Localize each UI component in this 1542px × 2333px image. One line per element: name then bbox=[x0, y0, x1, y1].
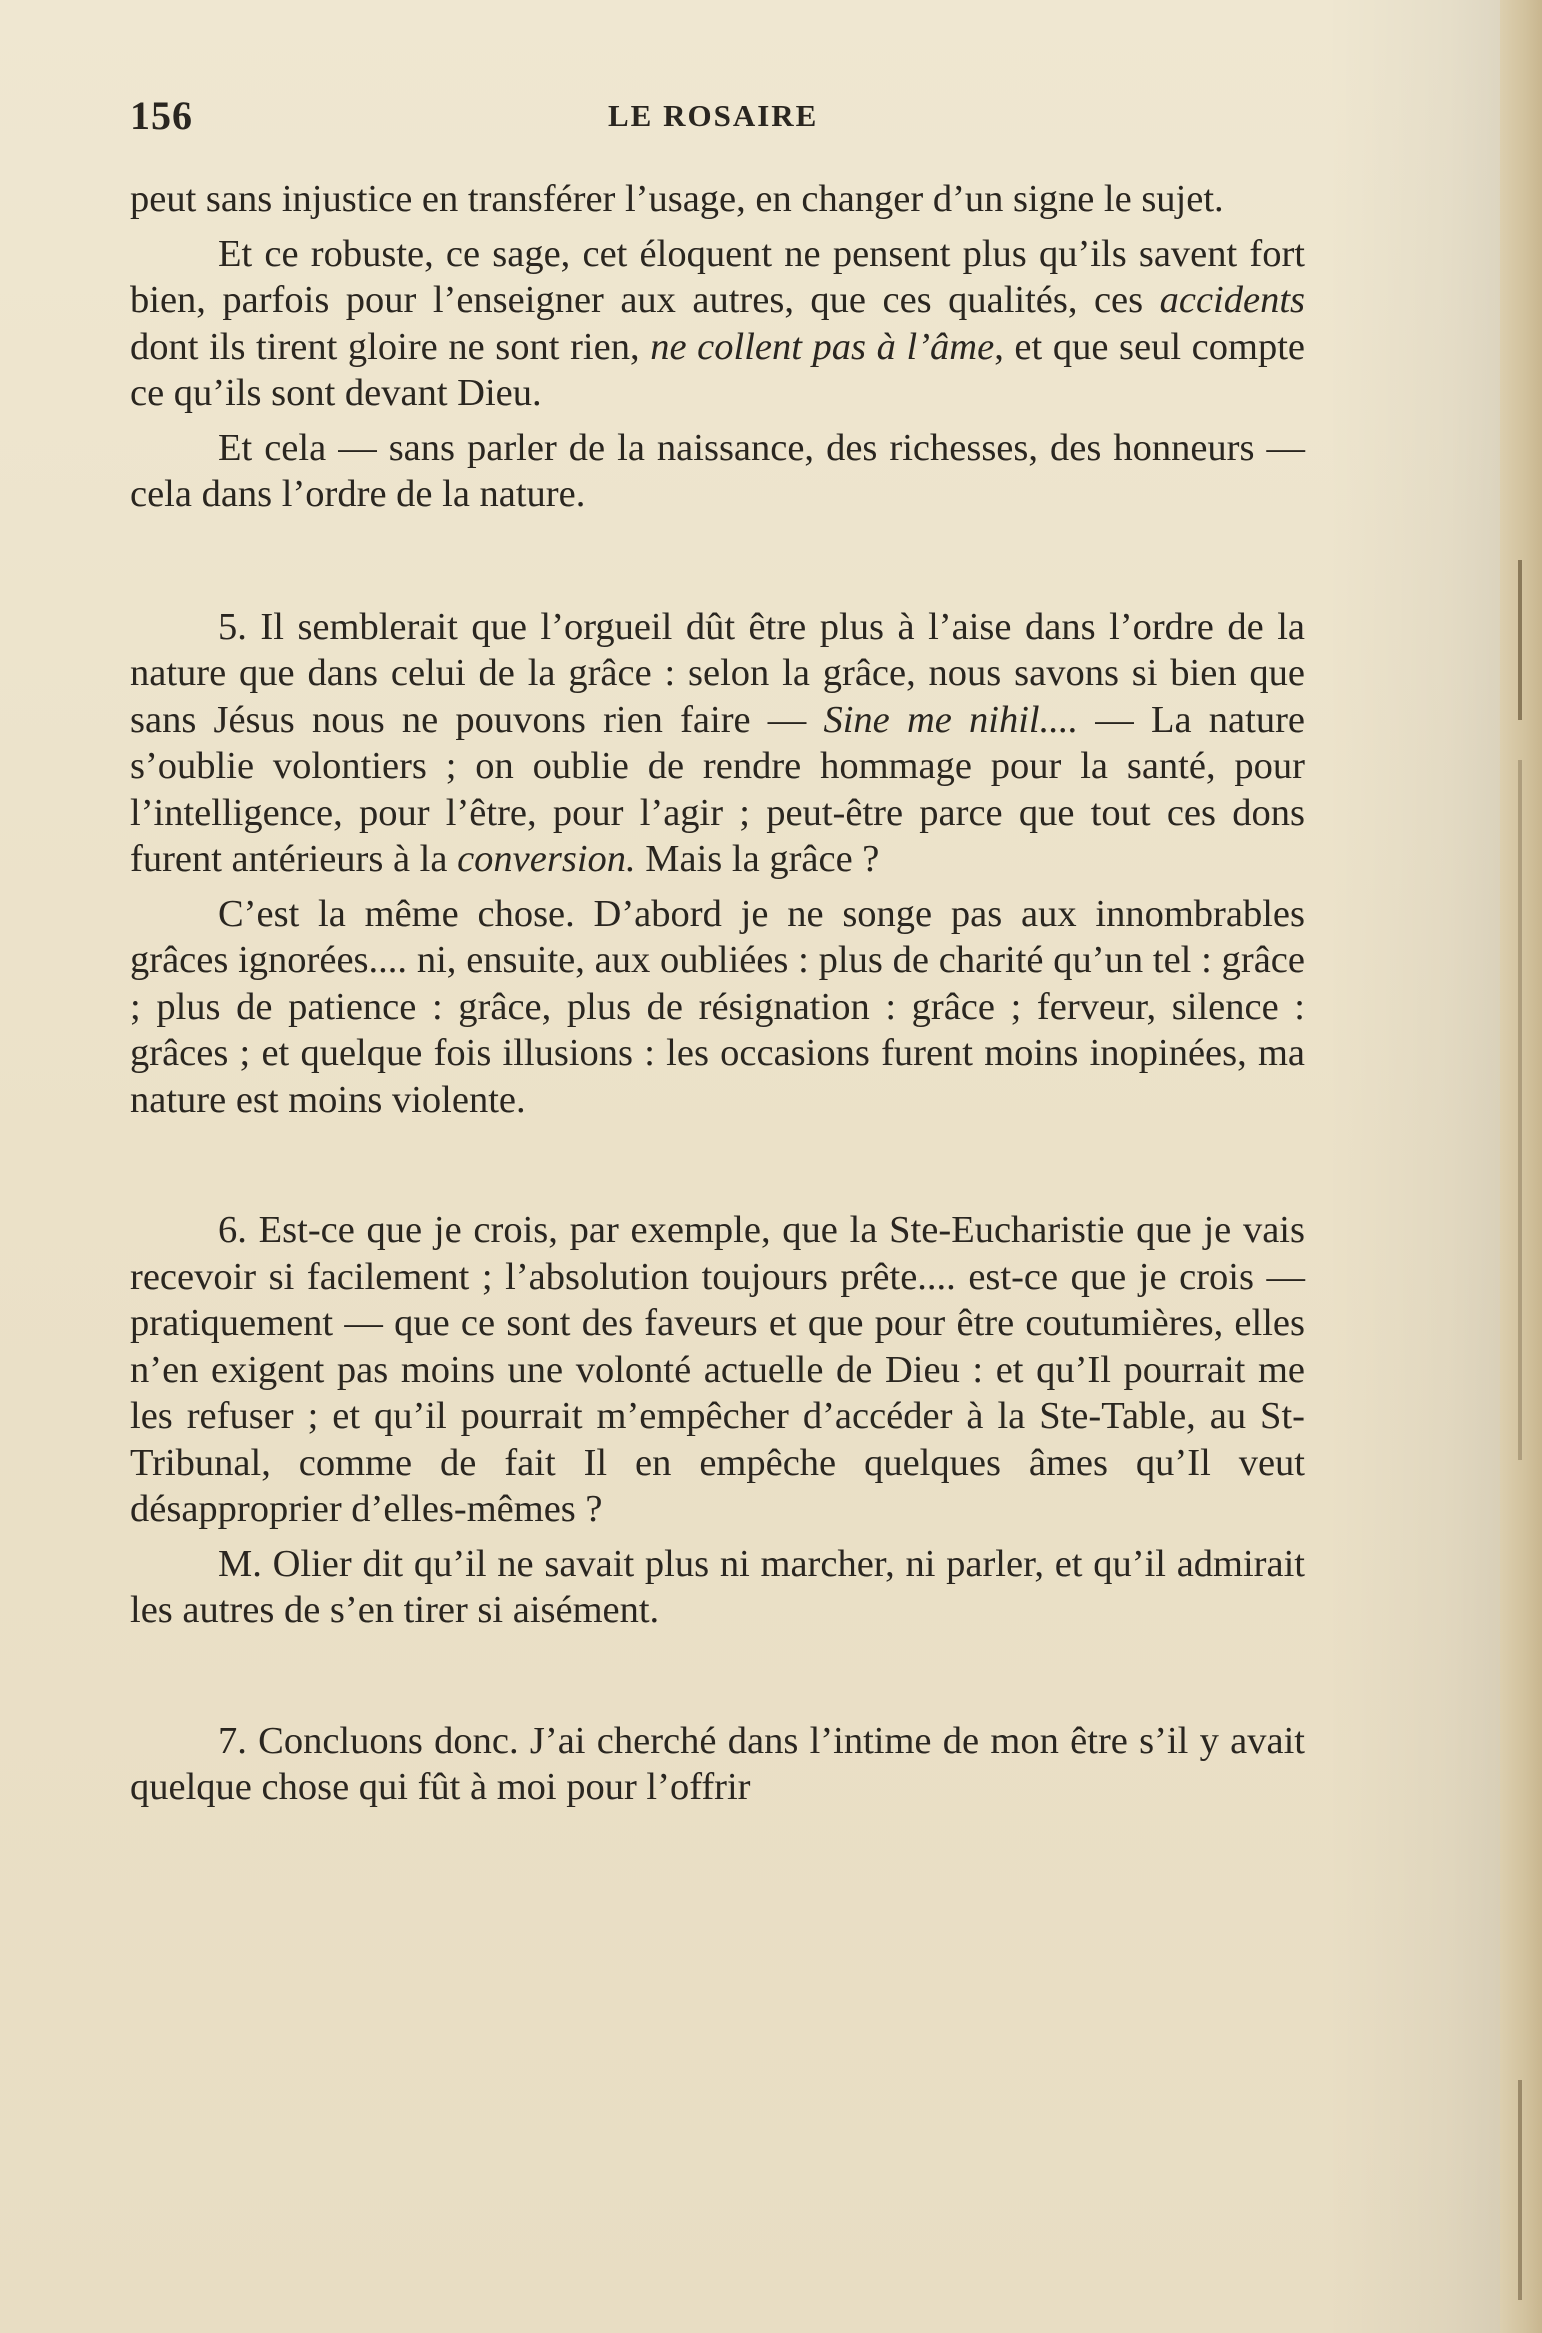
text-run: C’est la même chose. D’abord je ne songe pas aux innombrables grâces ignorées.... ni, ensuite, aux oubliées : plus de charité qu’un tel : grâce ; plus de patience : grâce, plus de résignation : grâce ; ferveur, silence : grâces ; et quelque fois illusions : les occasions furent moins inopinées, ma nature est moins violente. bbox=[130, 892, 1305, 1121]
numbered-paragraph-7 bbox=[130, 1718, 1305, 1811]
paragraph bbox=[130, 231, 1305, 417]
text-run: , et que seul compte ce qu’ils sont devant Dieu. bbox=[130, 325, 1305, 414]
text-run: dont ils tirent gloire ne sont rien, bbox=[130, 325, 651, 368]
text-run: M. Olier dit qu’il ne savait plus ni marcher, ni parler, et qu’il admirait les autres de s’en tirer si aisément. bbox=[130, 1542, 1305, 1631]
text-run: Et cela — sans parler de la naissance, des richesses, des honneurs — cela dans l’ordre de la nature. bbox=[130, 426, 1305, 515]
italic-text: accidents bbox=[1159, 279, 1305, 321]
text-run: 5. Il semblerait que l’orgueil dût être plus à l’aise dans l’ordre de la nature que dans celui de la grâce : selon la grâce, nous savons si bien que sans Jésus nous ne pouvons rien faire — bbox=[130, 605, 1305, 741]
text-run: — La nature s’oublie volontiers ; on oublie de rendre hommage pour la santé, pour l’intelligence, pour l’être, pour l’agir ; peut-être parce que tout ces dons furent antérieurs à la bbox=[130, 698, 1305, 880]
paragraph bbox=[130, 425, 1305, 518]
text-run: Et ce robuste, ce sage, cet éloquent ne pensent plus qu’ils savent fort bien, parfois pour l’enseigner aux autres, que ces qualités, ces bbox=[130, 232, 1305, 321]
running-title: LE ROSAIRE bbox=[608, 98, 819, 133]
italic-text: ne collent pas à l’âme bbox=[650, 325, 995, 368]
numbered-paragraph-6 bbox=[130, 1207, 1305, 1533]
paragraph-continuation bbox=[130, 176, 1305, 223]
text-run: 6. Est-ce que je crois, par exemple, que la Ste-Eucharistie que je vais recevoir si facilement ; l’absolution toujours prête.... est-ce que je crois — pratiquement — que ce sont des faveurs et que pour être coutumières, elles n’en exigent pas moins une volonté actuelle de Dieu : et qu’Il pourrait me les refuser ; et qu’il pourrait m’empêcher d’accéder à la Ste-Table, au St-Tribunal, comme de fait Il en empêche quelques âmes qu’Il veut désapproprier d’elles-mêmes ? bbox=[130, 1209, 1305, 1530]
italic-text: Sine me nihil.... bbox=[823, 698, 1079, 741]
text-run: 7. Concluons donc. J’ai cherché dans l’intime de mon être s’il y avait quelque chose qui fût à moi pour l’offrir bbox=[130, 1719, 1305, 1808]
numbered-paragraph-5 bbox=[130, 604, 1305, 883]
page-binding-edge bbox=[1500, 0, 1542, 2333]
paragraph bbox=[130, 891, 1305, 1124]
text-run: peut sans injustice en transférer l’usage, en changer d’un signe le sujet. bbox=[130, 178, 1224, 220]
edge-shadow-mark bbox=[1518, 760, 1522, 1460]
italic-text: conversion. bbox=[457, 838, 636, 880]
edge-shadow-mark bbox=[1518, 2080, 1522, 2300]
paragraph bbox=[130, 1541, 1305, 1634]
page-header bbox=[130, 92, 1300, 142]
page-number: 156 bbox=[130, 93, 193, 138]
body-text bbox=[130, 176, 1305, 1811]
edge-shadow-mark bbox=[1518, 560, 1522, 720]
text-run: Mais la grâce ? bbox=[635, 838, 880, 880]
